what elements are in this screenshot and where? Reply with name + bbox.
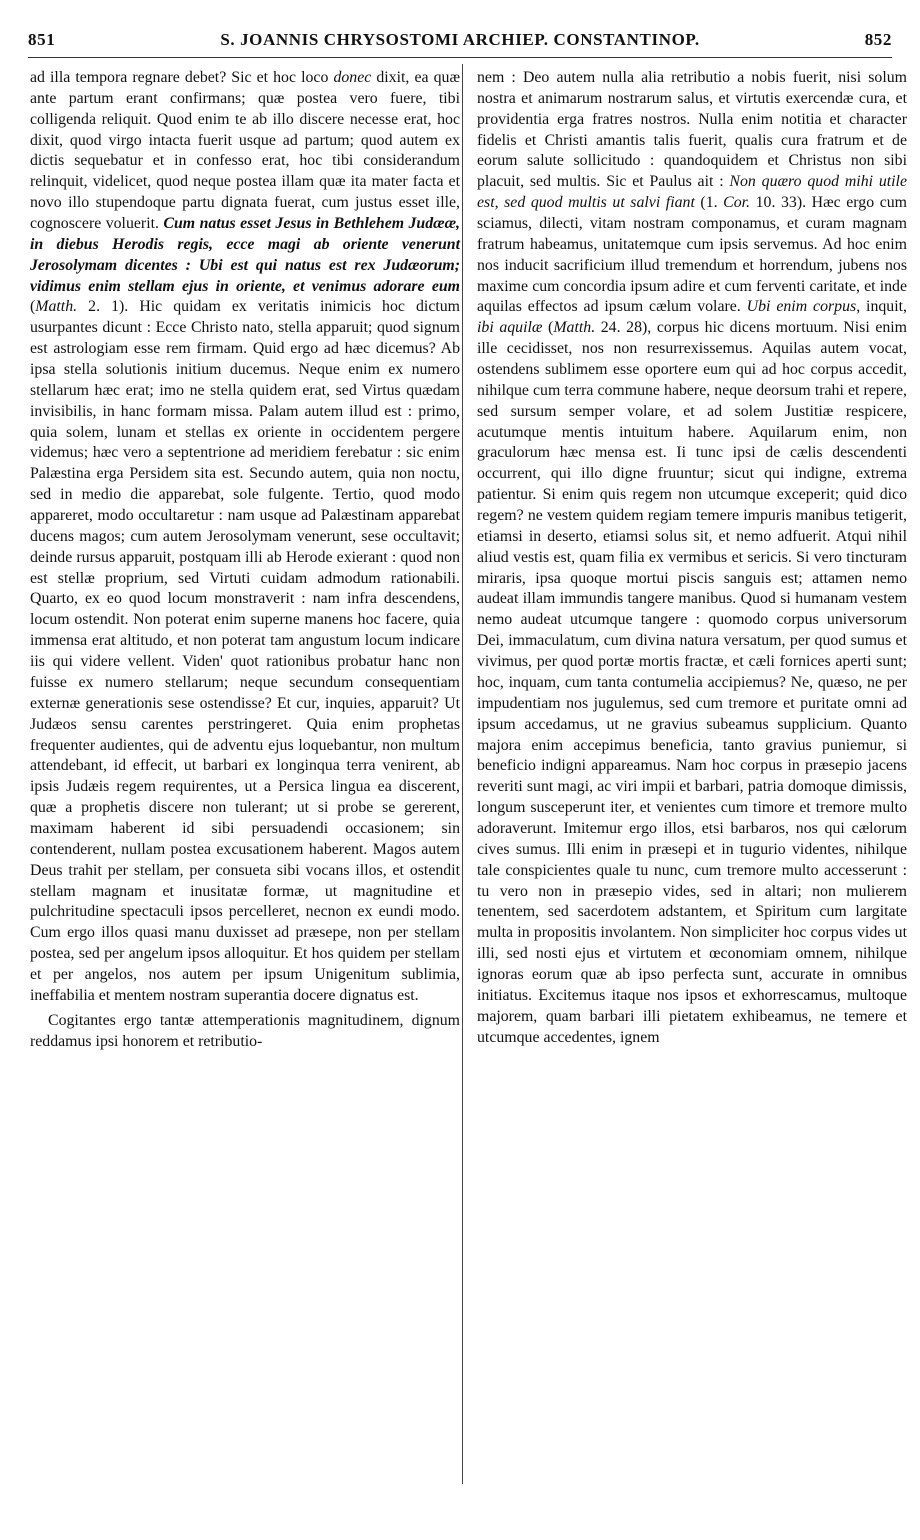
text-run: ad illa tempora regnare debet? Sic et hoc loco bbox=[30, 69, 334, 86]
text-run: dixit, ea quæ ante partum erant confirmans; quæ postea vero fuere, tibi colligenda reliquit. Quod enim te ab illo discere necesse erat, hoc dixit, quod virgo intacta fuerit usque ad partum; quod autem ex dictis sequebatur et in confesso erat, hoc tibi considerandum relinquit, videlicet, quod neque postea illam quæ ita mater facta et novo illo stupendoque partu dignata fuerat, cum justus esset ille, cognoscere voluerit. bbox=[30, 69, 461, 233]
text-run: Cor. bbox=[723, 194, 751, 212]
text-run: ( bbox=[30, 298, 36, 316]
text-run: Matth. bbox=[35, 298, 78, 316]
page-number-right: 852 bbox=[864, 30, 892, 49]
running-title: S. JOANNIS CHRYSOSTOMI ARCHIEP. CONSTANTINOP. bbox=[220, 30, 700, 49]
text-run: 2. 1). Hic quidam ex veritatis inimicis hoc dictum usurpantes dicunt : Ecce Christo nato, stella apparuit; quod signum est astrologiam esse rem firmam. Quid ergo ad hæc dicemus? Ab ipsa stella solutionis initium ducemus. Neque enim ex numero stellarum hæc erat; imo ne stella quidem erat, sed Virtus quædam invisibilis, in hanc formam missa. Palam autem illud est : primo, quia solem, lunam et stellas ex oriente in occidentem pergere videmus; hæc vero a septentrione ad meridiem ferebatur : sic enim Palæstina erga Persidem sita est. Secundo autem, quia non noctu, sed in medio die apparebat, sole fulgente. Tertio, quod modo appareret, modo occultaretur : nam usque ad Palæstinam apparebat ducens magos; cum autem Jerosolymam venerunt, sese occultavit; deinde rursus apparuit, postquam illi ab Herode exierant : quod non est stellæ proprium, sed Virtuti cuidam admodum rationabili. Quarto, ex eo quod locum monstraverit : nam infra descendens, locum ostendit. Non poterat enim superne manens hoc facere, quia immensa erat altitudo, et non poterat tam angustum locum indicare iis qui videre vellent. Viden' quot rationibus probatur hanc non fuisse ex numero stellarum; neque secundum consequentiam externæ generationis sese ostendisse? Et cur, inquies, apparuit? Ut Judæos sensu carentes perstringeret. Quia enim prophetas frequenter audientes, qui de adventu ejus loquebantur, non multum attendebant, id effecit, ut barbari ex longinqua terra venirent, ab ipsis Judæis regem requirentes, ut a Persica lingua ea discerent, quæ a prophetis discere non tulerant; ut si probe se gererent, maximam haberent id sibi persuadendi occasionem; sin contenderent, nullam postea excusationem haberent. Magos autem Deus trahit per stellam, per consueta sibi vocans illos, et ostendit stellam magnam et inusitatæ formæ, ut magnitudine et pulchritudine spectaculi ipsos percelleret, necnon ex eundi modo. Cum ergo illos quasi manu duxisset ad præsepe, non per stellam postea, sed per angelum ipsos alloquitur. Et hos quidem per stellam et per angelos, nos autem per ipsum Unigenitum sublimia, ineffabilia et mentem nostram superantia docere dignatus est. bbox=[30, 298, 460, 1004]
text-run: ( bbox=[542, 319, 554, 337]
page-number-left: 851 bbox=[28, 30, 56, 49]
text-run: ibi aquilæ bbox=[477, 319, 543, 337]
text-run: Ubi enim corpus bbox=[746, 298, 857, 316]
text-run: 24. 28), corpus hic dicens mortuum. Nisi enim ille cecidisset, nos non resurrexissemus. Aquilas autem vocat, ostendens sublimem esse oportere eum qui ad hoc corpus accedit, nihilque cum terra commune habere, neque deorsum trahi et repere, sed sursum semper volare, et ad solem Justitiæ respicere, acutumque mentis intuitum habere. Aquilarum enim, non graculorum hæc mensa est. Ii tunc ipsi de cælis descendenti occurrent, qui illo digne fruuntur; sicut qui indigne, extrema patientur. Si enim quis regem non utcumque exceperit; quid dico regem? ne vestem quidem regiam temere impuris manibus tetigerit, etiamsi in deserto, etiamsi solus sit, et nemo adfuerit. Atqui nihil aliud vestis est, quam filia ex vermibus et sericis. Si vero tincturam miraris, ipsa quoque mortui piscis sanguis est; attamen nemo audeat illam immundis tangere manibus. Quod si humanam vestem nemo audeat utcumque tangere : quomodo corpus universorum Dei, immaculatum, cum divina natura versatum, per quod sumus et vivimus, per quod portæ mortis fractæ, et cæli fornices aperti sunt; hoc, inquam, cum tanta contumelia accipiemus? Ne, quæso, ne per impudentiam nos jugulemus, sed cum tremore et puritate omni ad ipsum accedamus, ut ne gravius subeamus supplicium. Quanto majora enim accepimus beneficia, tanto gravius puniemur, si beneficio indigni appareamus. Nam hoc corpus in præsepio jacens reveriti sunt magi, ac viri impii et barbari, patria domoque dimissis, longum susceperunt iter, et venientes cum timore et tremore multo adoraverunt. Imitemur ergo illos, etsi barbaros, nos qui cælorum cives sumus. Illi enim in præsepi et in tugurio videntes, nihilque tale conspicientes quale tu nunc, cum tremore multo accesserunt : tu vero non in præsepio vides, sed in altari; non mulierem tenentem, sed sacerdotem adstantem, et Spiritum cum largitate multa in propositis involantem. Non simpliciter hoc corpus vides ut illi, sed nosti ejus et virtutem et œconomiam omnem, nihilque ignoras eorum quæ ab ipso perfecta sunt, accurate in omnibus initiatus. Excitemus itaque nos ipsos et exhorrescamus, multoque majorem, quam barbari illi pietatem exhibeamus, ne temere et utcumque accedentes, ignem bbox=[477, 319, 907, 1046]
text-run: 10. 33). Hæc ergo cum sciamus, dilecti, vitam nostram componamus, et curam magnam fratrum habeamus, unitatemque cum ipsis servemus. Ad hoc enim nos inducit sacrificium illud tremendum et horrendum, jubens nos maxime cum concordia ipsum adire et cum ferventi caritate, et inde aquilas effectos ad ipsum cælum volare. bbox=[477, 194, 907, 316]
text-run: nem : Deo autem nulla alia retributio a nobis fuerit, nisi solum nostra et animarum nostrarum salus, et virtutis exercendæ cura, et providentia erga fratres nostros. Nulla enim notitia et character fidelis et Christi amantis talis fuerit, qualis cura fratrum et de eorum salute sollicitudo : quandoquidem et Christus non sibi placuit, sed multis. Sic et Paulus ait : bbox=[477, 69, 907, 191]
text-run: Cogitantes ergo tantæ attemperationis magnitudinem, dignum reddamus ipsi honorem et retributio- bbox=[30, 1011, 460, 1050]
running-header bbox=[28, 30, 892, 56]
text-run: Matth. bbox=[553, 319, 596, 337]
right-column bbox=[477, 68, 907, 1048]
left-paragraph-2 bbox=[30, 1011, 460, 1053]
text-run: donec bbox=[333, 69, 372, 86]
text-run: (1. bbox=[694, 194, 724, 212]
text-run: Cum natus esset Jesus in Bethlehem Judææ, in diebus Herodis regis, ecce magi ab oriente venerunt Jerosolymam dicentes : Ubi est qui natus est rex Judæorum; vidimus enim stellam ejus in oriente, et venimus adorare eum bbox=[30, 215, 461, 295]
left-paragraph-1 bbox=[30, 68, 460, 1007]
text-run: Non quæro quod mihi utile est, sed quod multis ut salvi fiant bbox=[477, 173, 907, 212]
column-divider bbox=[462, 64, 463, 1484]
header-rule bbox=[28, 57, 892, 58]
text-run: , inquit, bbox=[856, 298, 907, 316]
left-column bbox=[30, 68, 460, 1052]
right-paragraph-1 bbox=[477, 68, 907, 1048]
